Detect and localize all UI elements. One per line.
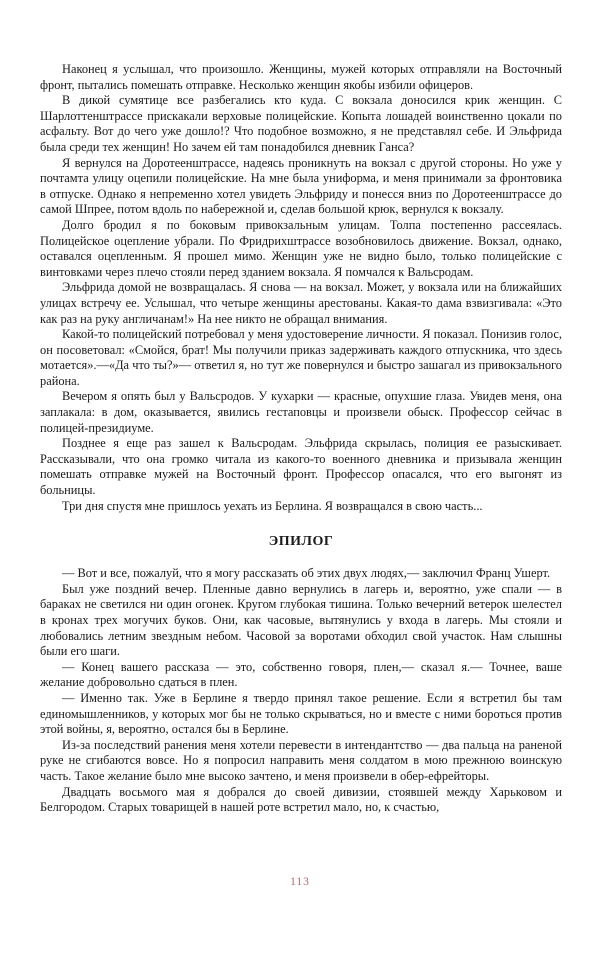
paragraph: Вечером я опять был у Вальсродов. У кухарки — красные, опухшие глаза. Увидев меня, она заплакала: в дом, оказывается, явились гестаповцы и произвели обыск. Профессор сейчас в полицей-президиуме. xyxy=(40,389,562,435)
paragraph: Позднее я еще раз зашел к Вальсродам. Эльфрида скрылась, полиция ее разыскивает. Рассказывали, что она громко читала из какого-то военного дневника и призывала женщин помешать отправке мужей на Восточный фронт. Профессор опасался, что его выгонят из больницы. xyxy=(40,436,562,498)
paragraph: Эльфрида домой не возвращалась. Я снова — на вокзал. Может, у вокзала или на ближайших улицах встречу ее. Услышал, что четыре женщины арестованы. Какая-то дама взвизгивала: «Это как раз на руку англичанам!» На нее никто не обращал внимания. xyxy=(40,280,562,326)
paragraph: Двадцать восьмого мая я добрался до своей дивизии, стоявшей между Харьковом и Белгородом. Старых товарищей в нашей роте встретил мало, но, к счастью, xyxy=(40,784,562,815)
section-heading-epilogue: ЭПИЛОГ xyxy=(268,534,334,550)
chapter-ending-text xyxy=(40,62,562,514)
page-number: 113 xyxy=(290,876,310,888)
paragraph: Я вернулся на Доротеенштрассе, надеясь проникнуть на вокзал с другой стороны. Но уже у почтамта улицу оцепили полицейские. На мне была униформа, и меня принимали за фронтовика в отпуске. Однако я непременно хотел увидеть Эльфриду и понесся вниз по Доротеенштрассе до самой Шпрее, потом вдоль по набережной и, сделав большой крюк, вернулся к вокзалу. xyxy=(40,155,562,217)
paragraph: Был уже поздний вечер. Пленные давно вернулись в лагерь и, вероятно, уже спали — в бараках не светился ни один огонек. Кругом глубокая тишина. Только вечерний ветерок шелестел в кронах трех могучих буков. Они, как часовые, вытянулись у входа в лагерь. Мы стояли и любовались летним звездным небом. Часовой за воротами обходил свой участок. Нам слышны были его шаги. xyxy=(40,581,562,659)
paragraph: — Именно так. Уже в Берлине я твердо принял такое решение. Если я встретил бы там единомышленников, у которых мог бы не только скрываться, но и вместе с ними бороться против этой войны, я, вероятно, остался бы в Берлине. xyxy=(40,690,562,737)
paragraph: Какой-то полицейский потребовал у меня удостоверение личности. Я показал. Понизив голос, он посоветовал: «Смойся, брат! Мы получили приказ задерживать каждого отпускника, что здесь мотается».—«Да что ты?»— ответил я, но тут же повернулся и быстро зашагал из привокзального района. xyxy=(40,327,562,388)
paragraph: В дикой сумятице все разбегались кто куда. С вокзала доносился крик женщин. С Шарлоттенштрассе прискакали верховые полицейские. Копыта лошадей воинственно цокали по асфальту. Вот до чего уже дошло!? Что подобное возможно, я не представлял себе. И Эльфрида была среди тех женщин! Но зачем ей там понадобился дневник Ганса? xyxy=(40,93,562,154)
epilogue-text xyxy=(40,566,562,816)
paragraph: — Вот и все, пожалуй, что я могу рассказать об этих двух людях,— заключил Франц Ушерт. xyxy=(62,566,551,581)
paragraph: Долго бродил я по боковым привокзальным улицам. Толпа постепенно рассеялась. Полицейское оцепление убрали. По Фридрихштрассе возобновилось движение. Вокзал, однако, оставался оцепленным. Я прошел мимо. Женщин уже не видно было, только полицейские с винтовками через плечо стояли перед зданием вокзала. Я помчался к Вальсродам. xyxy=(40,217,562,279)
paragraph: Наконец я услышал, что произошло. Женщины, мужей которых отправляли на Восточный фронт, пытались помешать отправке. Несколько женщин якобы избили офицеров. xyxy=(40,62,562,92)
paragraph: Из-за последствий ранения меня хотели перевести в интендантство — два пальца на раненой руке не сгибаются вовсе. Но я попросил направить меня солдатом в мою прежнюю воинскую часть. Такое желание было мне высоко зачтено, и меня произвели в обер-ефрейторы. xyxy=(40,737,562,783)
paragraph: — Конец вашего рассказа — это, собственно говоря, плен,— сказал я.— Точнее, ваше желание добровольно сдаться в плен. xyxy=(40,659,562,690)
paragraph: Три дня спустя мне пришлось уехать из Берлина. Я возвращался в свою часть... xyxy=(62,498,483,513)
